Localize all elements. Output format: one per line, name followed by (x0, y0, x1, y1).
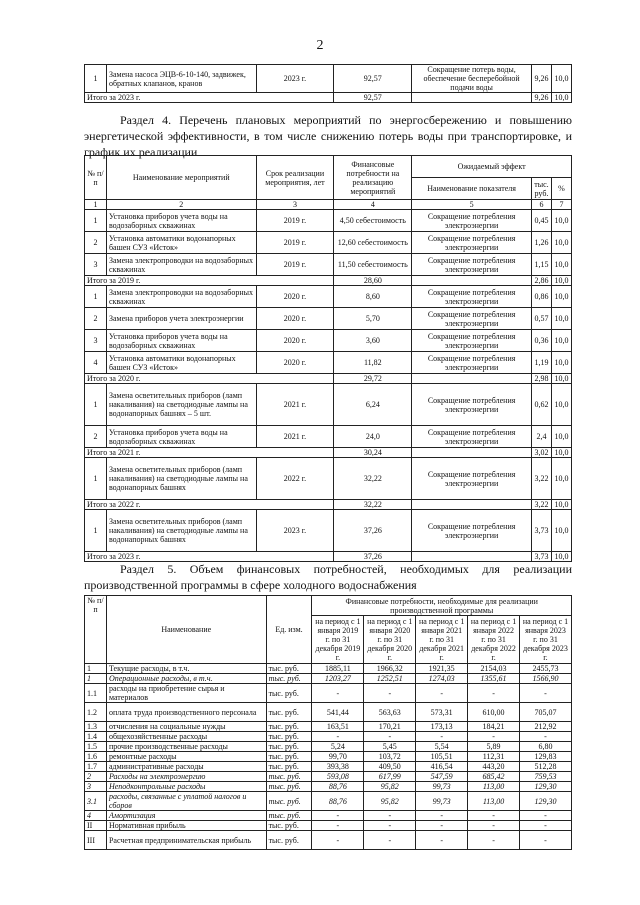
row-value: 95,82 (364, 782, 416, 792)
row-year: 2020 г. (256, 286, 334, 308)
section4-title: Раздел 4. Перечень плановых мероприятий по энергосбережению и повышению энергетической эффективности, в том числе снижению потерь воды при транспортировке, и график их реализации (84, 113, 572, 159)
total-label: Итого за 2019 г. (85, 276, 334, 286)
row-effect: Сокращение потребления электроэнергии (412, 384, 532, 426)
period-header: на период с 1 января 2021 г. по 31 декабря 2021 г. (416, 616, 468, 664)
row-number: 1 (85, 664, 107, 674)
row-value: 512,28 (520, 762, 572, 772)
row-name: Установка автоматики водонапорных башен СУЗ «Исток» (106, 352, 256, 374)
row-value: 173,13 (416, 722, 468, 732)
total-amount: 3,22 (531, 500, 551, 510)
row-year: 2021 г. (256, 426, 334, 448)
row-unit: тыс. руб. (266, 722, 312, 732)
row-value: 112,31 (468, 752, 520, 762)
row-year: 2019 г. (256, 232, 334, 254)
row-value: - (468, 684, 520, 703)
row-value: 617,99 (364, 772, 416, 782)
row-value: 1921,35 (416, 664, 468, 674)
total-row (85, 93, 572, 103)
row-value: 212,92 (520, 722, 572, 732)
row-name: Расходы на электроэнергию (106, 772, 266, 782)
row-number: 2 (85, 426, 107, 448)
row-number: 3 (85, 254, 107, 276)
total-empty (412, 552, 532, 562)
row-value: - (312, 821, 364, 831)
row-cost: 24,0 (334, 426, 412, 448)
row-effect: Сокращение потребления электроэнергии (412, 308, 532, 330)
row-number: 1.5 (85, 742, 107, 752)
row-effect: Сокращение потребления электроэнергии (412, 210, 532, 232)
row-name: оплата труда производственного персонала (106, 703, 266, 722)
row-value: - (416, 684, 468, 703)
row-number: 4 (85, 352, 107, 374)
row-name: общехозяйственные расходы (106, 732, 266, 742)
row-name: Операционные расходы, в т.ч. (106, 674, 266, 684)
row-number: 1 (85, 65, 107, 93)
total-empty (412, 374, 532, 384)
column-number: 7 (551, 200, 571, 210)
row-value: - (416, 811, 468, 821)
row-number: 1.2 (85, 703, 107, 722)
table-row (85, 821, 572, 831)
table-row (85, 752, 572, 762)
row-value: 1966,32 (364, 664, 416, 674)
row-value: 99,73 (416, 792, 468, 811)
row-name: Установка приборов учета воды на водозаборных скважинах (106, 210, 256, 232)
total-pct: 10,0 (551, 276, 571, 286)
total-amount: 3,02 (531, 448, 551, 458)
row-cost: 5,70 (334, 308, 412, 330)
table-row (85, 782, 572, 792)
row-value: 113,00 (468, 782, 520, 792)
row-name: расходы, связанные с уплатой налогов и сборов (106, 792, 266, 811)
table-row (85, 722, 572, 732)
row-cost: 11,82 (334, 352, 412, 374)
row-amount: 9,26 (531, 65, 551, 93)
total-pct: 10,0 (551, 374, 571, 384)
row-value: - (468, 831, 520, 850)
row-value: - (468, 732, 520, 742)
row-year: 2023 г. (256, 65, 334, 93)
row-pct: 10,0 (551, 352, 571, 374)
total-amount: 2,86 (531, 276, 551, 286)
row-amount: 0,62 (531, 384, 551, 426)
total-label: Итого за 2021 г. (85, 448, 334, 458)
row-number: 2 (85, 232, 107, 254)
row-year: 2022 г. (256, 458, 334, 500)
row-value: 2455,73 (520, 664, 572, 674)
row-number: 1 (85, 458, 107, 500)
row-pct: 10,0 (551, 384, 571, 426)
row-cost: 12,60 себестоимость (334, 232, 412, 254)
row-value: 163,51 (312, 722, 364, 732)
row-pct: 10,0 (551, 330, 571, 352)
row-number: 2 (85, 772, 107, 782)
row-value: - (312, 811, 364, 821)
row-value: - (468, 821, 520, 831)
total-label: Итого за 2023 г. (85, 93, 334, 103)
total-empty (412, 276, 532, 286)
row-number: 1.6 (85, 752, 107, 762)
table-row (85, 65, 572, 93)
row-amount: 1,26 (531, 232, 551, 254)
row-number: 1 (85, 286, 107, 308)
total-pct: 10,0 (551, 500, 571, 510)
row-value: 393,38 (312, 762, 364, 772)
row-value: 99,70 (312, 752, 364, 762)
row-value: 5,45 (364, 742, 416, 752)
table-row (85, 384, 572, 426)
s5-header-num: № п/п (85, 596, 107, 664)
row-effect: Сокращение потребления электроэнергии (412, 352, 532, 374)
column-number: 2 (106, 200, 256, 210)
row-pct: 10,0 (551, 210, 571, 232)
column-number: 1 (85, 200, 107, 210)
table-row (85, 286, 572, 308)
table-row (85, 811, 572, 821)
s4-header-expected: Ожидаемый эффект (412, 156, 572, 178)
row-year: 2019 г. (256, 254, 334, 276)
row-value: - (364, 811, 416, 821)
row-year: 2020 г. (256, 352, 334, 374)
row-name: Замена осветительных приборов (ламп накаливания) на светодиодные лампы на водонапорных башнях (106, 458, 256, 500)
table-row (85, 772, 572, 782)
row-value: 99,73 (416, 782, 468, 792)
row-name: Замена осветительных приборов (ламп накаливания) на светодиодные лампы на водонапорных башнях – 5 шт. (106, 384, 256, 426)
row-value: 685,42 (468, 772, 520, 782)
row-amount: 0,57 (531, 308, 551, 330)
row-value: 103,72 (364, 752, 416, 762)
row-value: - (468, 811, 520, 821)
row-number: 1 (85, 674, 107, 684)
row-cost: 11,50 себестоимость (334, 254, 412, 276)
row-value: 705,07 (520, 703, 572, 722)
row-value: 88,76 (312, 782, 364, 792)
row-name: Установка автоматики водонапорных башен СУЗ «Исток» (106, 232, 256, 254)
total-empty (412, 93, 532, 103)
table-row (85, 254, 572, 276)
total-cost: 29,72 (334, 374, 412, 384)
total-pct: 10,0 (551, 93, 571, 103)
row-number: 2 (85, 308, 107, 330)
row-number: 1.1 (85, 684, 107, 703)
row-year: 2021 г. (256, 384, 334, 426)
row-cost: 6,24 (334, 384, 412, 426)
row-cost: 92,57 (334, 65, 412, 93)
total-row (85, 552, 572, 562)
row-value: 547,59 (416, 772, 468, 782)
table-row (85, 684, 572, 703)
row-name: расходы на приобретение сырья и материалов (106, 684, 266, 703)
row-name: Нормативная прибыль (106, 821, 266, 831)
row-amount: 2,4 (531, 426, 551, 448)
row-name: Текущие расходы, в т.ч. (106, 664, 266, 674)
row-value: 5,89 (468, 742, 520, 752)
row-year: 2020 г. (256, 308, 334, 330)
table-row (85, 792, 572, 811)
table-row (85, 510, 572, 552)
row-unit: тыс. руб. (266, 811, 312, 821)
table-row (85, 330, 572, 352)
total-cost: 37,26 (334, 552, 412, 562)
row-number: 1 (85, 510, 107, 552)
total-pct: 10,0 (551, 552, 571, 562)
table-row (85, 703, 572, 722)
row-value: 759,53 (520, 772, 572, 782)
row-number: 1.7 (85, 762, 107, 772)
row-number: 4 (85, 811, 107, 821)
column-number: 6 (531, 200, 551, 210)
row-value: 129,30 (520, 792, 572, 811)
row-name: отчисления на социальные нужды (106, 722, 266, 732)
section4-table (84, 155, 572, 562)
row-number: 3 (85, 330, 107, 352)
s4-header-num: № п/п (85, 156, 107, 200)
total-amount: 2,98 (531, 374, 551, 384)
row-unit: тыс. руб. (266, 772, 312, 782)
row-effect: Сокращение потребления электроэнергии (412, 458, 532, 500)
row-value: 573,31 (416, 703, 468, 722)
row-number: 3 (85, 782, 107, 792)
total-empty (412, 500, 532, 510)
row-value: 105,51 (416, 752, 468, 762)
row-value: 541,44 (312, 703, 364, 722)
row-number: 3.1 (85, 792, 107, 811)
row-value: - (520, 732, 572, 742)
total-row (85, 276, 572, 286)
table-row (85, 831, 572, 850)
row-cost: 32,22 (334, 458, 412, 500)
row-name: Замена приборов учета электроэнергии (106, 308, 256, 330)
row-value: 6,80 (520, 742, 572, 752)
table-row (85, 352, 572, 374)
row-name: Амортизация (106, 811, 266, 821)
row-pct: 10,0 (551, 308, 571, 330)
row-effect: Сокращение потребления электроэнергии (412, 254, 532, 276)
row-value: - (312, 732, 364, 742)
row-year: 2020 г. (256, 330, 334, 352)
row-amount: 0,45 (531, 210, 551, 232)
row-unit: тыс. руб. (266, 782, 312, 792)
row-amount: 0,86 (531, 286, 551, 308)
row-value: - (520, 684, 572, 703)
row-unit: тыс. руб. (266, 821, 312, 831)
total-label: Итого за 2022 г. (85, 500, 334, 510)
row-value: - (364, 821, 416, 831)
row-value: - (520, 821, 572, 831)
row-value: 1203,27 (312, 674, 364, 684)
row-pct: 10,0 (551, 510, 571, 552)
row-year: 2023 г. (256, 510, 334, 552)
row-value: 129,30 (520, 782, 572, 792)
row-value: 593,08 (312, 772, 364, 782)
row-effect: Сокращение потребления электроэнергии (412, 232, 532, 254)
row-name: Неподконтрольные расходы (106, 782, 266, 792)
page-number: 2 (316, 38, 324, 53)
s5-header-group: Финансовые потребности, необходимые для реализации производственной программы (312, 596, 572, 616)
total-pct: 10,0 (551, 448, 571, 458)
row-name: Установка приборов учета воды на водозаборных скважинах (106, 330, 256, 352)
row-name: ремонтные расходы (106, 752, 266, 762)
table-row (85, 664, 572, 674)
row-name: Установка приборов учета воды на водозаборных скважинах (106, 426, 256, 448)
row-value: 129,83 (520, 752, 572, 762)
row-name: Замена насоса ЭЦВ-6-10-140, задвижек, обратных клапанов, кранов (106, 65, 256, 93)
table-row (85, 732, 572, 742)
row-cost: 8,60 (334, 286, 412, 308)
total-cost: 32,22 (334, 500, 412, 510)
row-value: 88,76 (312, 792, 364, 811)
row-cost: 3,60 (334, 330, 412, 352)
row-amount: 3,73 (531, 510, 551, 552)
total-amount: 9,26 (531, 93, 551, 103)
total-empty (412, 448, 532, 458)
table-row (85, 426, 572, 448)
row-pct: 10,0 (551, 458, 571, 500)
total-amount: 3,73 (531, 552, 551, 562)
row-amount: 1,15 (531, 254, 551, 276)
row-value: 1566,90 (520, 674, 572, 684)
row-value: 1885,11 (312, 664, 364, 674)
row-name: Замена электропроводки на водозаборных скважинах (106, 254, 256, 276)
s4-header-unit: тыс. руб. (531, 178, 551, 200)
period-header: на период с 1 января 2022 г. по 31 декабря 2022 г. (468, 616, 520, 664)
column-number: 4 (334, 200, 412, 210)
row-unit: тыс. руб. (266, 664, 312, 674)
s5-header-name: Наименование (106, 596, 266, 664)
table-row (85, 210, 572, 232)
row-unit: тыс. руб. (266, 762, 312, 772)
row-pct: 10,0 (551, 426, 571, 448)
period-header: на период с 1 января 2023 г. по 31 декабря 2023 г. (520, 616, 572, 664)
total-cost: 28,60 (334, 276, 412, 286)
row-value: 184,21 (468, 722, 520, 732)
total-row (85, 374, 572, 384)
row-number: II (85, 821, 107, 831)
total-label: Итого за 2020 г. (85, 374, 334, 384)
row-value: - (312, 831, 364, 850)
column-number: 5 (412, 200, 532, 210)
table-row (85, 458, 572, 500)
total-cost: 92,57 (334, 93, 412, 103)
table-row (85, 674, 572, 684)
row-value: 5,54 (416, 742, 468, 752)
period-header: на период с 1 января 2019 г. по 31 декабря 2019 г. (312, 616, 364, 664)
row-value: - (416, 732, 468, 742)
row-pct: 10,0 (551, 286, 571, 308)
row-unit: тыс. руб. (266, 684, 312, 703)
s4-header-finance: Финансовые потребности на реализацию мероприятий (334, 156, 412, 200)
row-value: 2154,03 (468, 664, 520, 674)
row-name: прочие производственные расходы (106, 742, 266, 752)
period-header: на период с 1 января 2020 г. по 31 декабря 2020 г. (364, 616, 416, 664)
row-unit: тыс. руб. (266, 742, 312, 752)
row-value: 563,63 (364, 703, 416, 722)
row-effect: Сокращение потребления электроэнергии (412, 286, 532, 308)
row-name: Замена электропроводки на водозаборных скважинах (106, 286, 256, 308)
s4-header-name: Наименование мероприятий (106, 156, 256, 200)
row-value: - (364, 831, 416, 850)
row-effect: Сокращение потребления электроэнергии (412, 510, 532, 552)
row-value: 95,82 (364, 792, 416, 811)
row-value: 409,50 (364, 762, 416, 772)
row-effect: Сокращение потребления электроэнергии (412, 426, 532, 448)
row-cost: 4,50 себестоимость (334, 210, 412, 232)
row-unit: тыс. руб. (266, 732, 312, 742)
row-year: 2019 г. (256, 210, 334, 232)
row-value: 443,20 (468, 762, 520, 772)
row-value: 1274,03 (416, 674, 468, 684)
row-value: - (416, 821, 468, 831)
column-number: 3 (256, 200, 334, 210)
row-value: 416,54 (416, 762, 468, 772)
row-unit: тыс. руб. (266, 831, 312, 850)
row-cost: 37,26 (334, 510, 412, 552)
row-number: 1 (85, 210, 107, 232)
s5-header-unit: Ед. изм. (266, 596, 312, 664)
row-number: III (85, 831, 107, 850)
section5-table (84, 595, 572, 850)
row-value: - (364, 684, 416, 703)
s4-header-pct: % (551, 178, 571, 200)
row-value: - (520, 831, 572, 850)
top-table (84, 64, 572, 103)
table-row (85, 232, 572, 254)
row-effect: Сокращение потребления электроэнергии (412, 330, 532, 352)
s4-header-period: Срок реализации мероприятия, лет (256, 156, 334, 200)
row-amount: 0,36 (531, 330, 551, 352)
row-unit: тыс. руб. (266, 674, 312, 684)
row-value: - (312, 684, 364, 703)
row-pct: 10,0 (551, 254, 571, 276)
row-value: - (416, 831, 468, 850)
row-number: 1 (85, 384, 107, 426)
section5-title: Раздел 5. Объем финансовых потребностей, необходимых для реализации производственной программы в сфере холодного водоснабжения (84, 562, 572, 592)
total-cost: 30,24 (334, 448, 412, 458)
row-value: - (520, 811, 572, 821)
row-unit: тыс. руб. (266, 703, 312, 722)
table-row (85, 308, 572, 330)
row-number: 1.4 (85, 732, 107, 742)
row-effect: Сокращение потерь воды, обеспечение бесперебойной подачи воды (412, 65, 532, 93)
total-label: Итого за 2023 г. (85, 552, 334, 562)
row-amount: 1,19 (531, 352, 551, 374)
row-unit: тыс. руб. (266, 792, 312, 811)
row-value: 610,00 (468, 703, 520, 722)
row-unit: тыс. руб. (266, 752, 312, 762)
row-value: 113,00 (468, 792, 520, 811)
total-row (85, 500, 572, 510)
row-value: - (364, 732, 416, 742)
row-name: Расчетная предпринимательская прибыль (106, 831, 266, 850)
row-amount: 3,22 (531, 458, 551, 500)
row-value: 1355,61 (468, 674, 520, 684)
row-name: административные расходы (106, 762, 266, 772)
row-name: Замена осветительных приборов (ламп накаливания) на светодиодные лампы на водонапорных башнях (106, 510, 256, 552)
table-row (85, 742, 572, 752)
table-row (85, 762, 572, 772)
s4-header-indicator: Наименование показателя (412, 178, 532, 200)
total-row (85, 448, 572, 458)
row-pct: 10,0 (551, 65, 571, 93)
row-pct: 10,0 (551, 232, 571, 254)
row-value: 1252,51 (364, 674, 416, 684)
row-number: 1.3 (85, 722, 107, 732)
row-value: 170,21 (364, 722, 416, 732)
row-value: 5,24 (312, 742, 364, 752)
